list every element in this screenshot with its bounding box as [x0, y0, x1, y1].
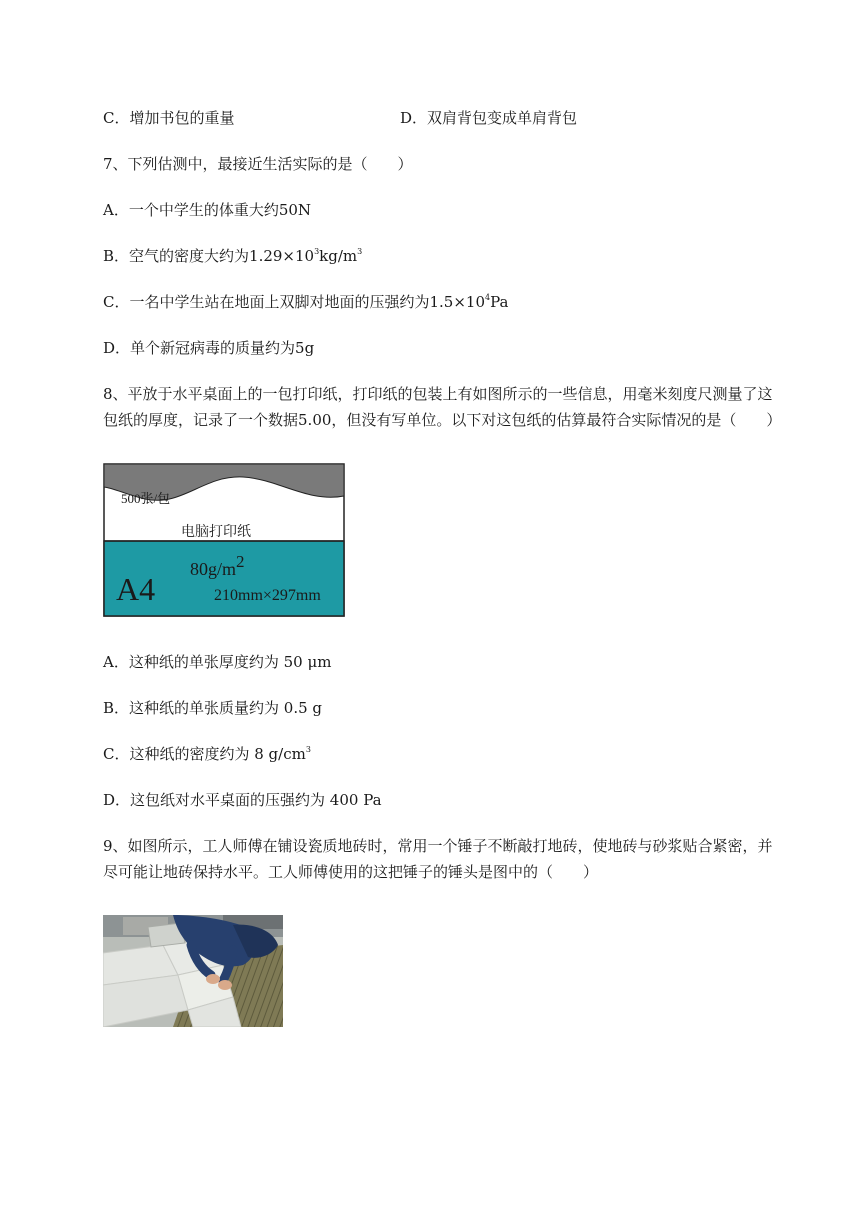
q8-option-a: A．这种纸的单张厚度约为 50 μm — [103, 653, 332, 671]
q8-stem-line-2: 包纸的厚度，记录了一个数据5.00，但没有写单位。以下对这包纸的估算最符合实际情况的是（ ） — [103, 411, 782, 429]
tile-laying-photo — [103, 915, 283, 1027]
q7-option-d: D．单个新冠病毒的质量约为5g — [103, 339, 315, 357]
q9-stem-line-1: 9、如图所示，工人师傅在铺设瓷质地砖时，常用一个锤子不断敲打地砖，使地砖与砂浆贴合紧密，并 — [103, 837, 773, 855]
q7-option-a: A．一个中学生的体重大约50N — [103, 201, 312, 219]
q7-option-b-unit: kg/m — [319, 247, 358, 265]
q7-option-c-exponent: 4 — [485, 293, 491, 302]
q7-option-b — [103, 246, 362, 266]
package-weight — [190, 552, 245, 580]
paper-package-figure — [103, 463, 345, 617]
q8-option-d: D．这包纸对水平桌面的压强约为 400 Pa — [103, 791, 382, 809]
package-count-label: 500张/包 — [121, 491, 171, 506]
q9-stem-line-2: 尽可能让地砖保持水平。工人师傅使用的这把锤子的锤头是图中的（ ） — [103, 863, 599, 881]
q7-option-c-text: C．一名中学生站在地面上双脚对地面的压强约为1.5×10 — [103, 293, 485, 311]
q8-option-c-text: C．这种纸的密度约为 8 g/cm — [103, 745, 306, 763]
q8-stem-line-1: 8、平放于水平桌面上的一包打印纸，打印纸的包装上有如图所示的一些信息，用毫米刻度尺测量了这 — [103, 385, 773, 403]
q8-option-c — [103, 744, 311, 764]
q7-option-b-exponent: 3 — [314, 247, 320, 256]
q7-stem: 7、下列估测中，最接近生活实际的是（ ） — [103, 155, 413, 173]
q6-option-d: D．双肩背包变成单肩背包 — [400, 109, 578, 127]
q8-option-b: B．这种纸的单张质量约为 0.5 g — [103, 699, 323, 717]
q8-option-c-exponent: 3 — [305, 745, 311, 754]
q7-option-c-unit: Pa — [490, 293, 509, 311]
q7-option-c — [103, 292, 508, 312]
q7-option-b-text: B．空气的密度大约为1.29×10 — [103, 247, 315, 265]
package-weight-label: 80g/m — [190, 559, 237, 579]
q7-option-b-unit-exponent: 3 — [357, 247, 363, 256]
q6-option-c: C．增加书包的重量 — [103, 109, 235, 127]
package-weight-exponent: 2 — [236, 552, 245, 571]
package-size-label: A4 — [116, 571, 156, 607]
tile-laying-photo-drawing — [103, 915, 283, 1027]
package-dimension-label: 210mm×297mm — [214, 587, 321, 604]
package-product-label: 电脑打印纸 — [181, 525, 251, 540]
